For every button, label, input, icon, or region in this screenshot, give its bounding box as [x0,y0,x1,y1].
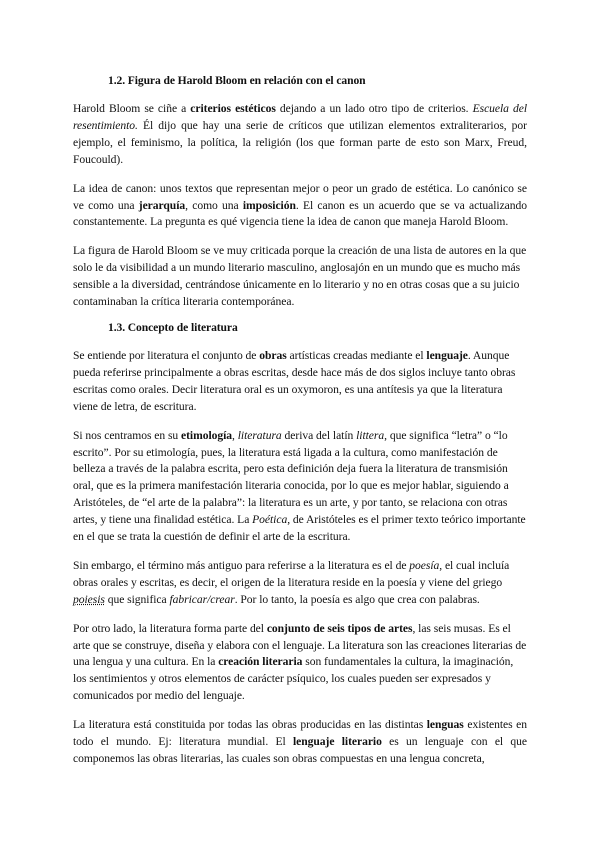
section-heading-1-2: 1.2. Figura de Harold Bloom en relación con el canon [108,74,366,87]
section-heading-1-3: 1.3. Concepto de literatura [108,320,238,334]
paragraph-canon-idea: La idea de canon: unos textos que representan mejor o peor un grado de estética. Lo canónico se ve como una jerarquía, como una imposición. El canon es un acuerdo que se va actualizando constantemente. La pregunta es qué vigencia tiene la idea de canon que maneja Harold Bloom. [73,181,527,229]
paragraph-poetry-origin: Sin embargo, el término más antiguo para referirse a la literatura es el de poesía, el cual incluía obras orales y escritas, es decir, el origen de la literatura reside en la poesía y viene del griego poiesis que significa fabricar/crear. Por lo tanto, la poesía es algo que crea con palabras. [73,558,510,606]
paragraph-six-arts: Por otro lado, la literatura forma parte del conjunto de seis tipos de artes, las seis musas. Es el arte que se construye, diseña y elabora con el lenguaje. La literatura son las creaciones literarias de una lengua y una cultura. En la creación literaria son fundamentales la cultura, la imaginación, los sentimientos y otros elementos de carácter psíquico, los cuales pueden ser expresados y comunicados por medio del lenguaje. [73,621,527,703]
paragraph-bloom-criticism: La figura de Harold Bloom se ve muy criticada porque la creación de una lista de autores en la que solo le da visibilidad a un mundo literario masculino, anglosajón en un mundo que es mucho más sensible a la diversidad, centrándose únicamente en lo literario y no en otras cosas que a su juicio contaminaban la crítica literaria contemporánea. [73,244,527,309]
paragraph-literature-definition: Se entiende por literatura el conjunto de obras artísticas creadas mediante el lenguaje. Aunque pueda referirse principalmente a obras escritas, desde hace más de dos siglos incluye tanto obras escritas como orales. Decir literatura oral es un oxymoron, es una antítesis ya que la literatura viene de letra, de escritura. [73,348,516,413]
paragraph-bloom-criteria: Harold Bloom se ciñe a criterios estéticos dejando a un lado otro tipo de criterios. Escuela del resentimiento. Él dijo que hay una serie de críticos que utilizan elementos extraliterarios, por ejemplo, el feminismo, la política, la religión (los que forman parte de esto son Marx, Freud, Foucould). [73,102,527,166]
paragraph-etymology: Si nos centramos en su etimología, literatura deriva del latín littera, que significa “letra” o “lo escrito”. Por su etimología, pues, la literatura está ligada a la cultura, como manifestación de belleza a través de la palabra escrita, pero esta definición deja fuera la literatura de transmisión oral, que es la primera manifestación literaria conocida, por lo que es mejor hablar, siguiendo a Aristóteles, de “el arte de la palabra”: la literatura es un arte, y por tanto, se relaciona con otras artes, y tiene una finalidad estética. La Poética, de Aristóteles es el primer texto teórico importante en el que se trata la cuestión de definir el arte de la escritura. [73,428,526,544]
document-body [73,72,527,780]
paragraph-languages: La literatura está constituida por todas las obras producidas en las distintas lenguas existentes en todo el mundo. Ej: literatura mundial. El lenguaje literario es un lenguaje con el que componemos las obras literarias, las cuales son obras compuestas en una lengua concreta, [73,718,527,765]
